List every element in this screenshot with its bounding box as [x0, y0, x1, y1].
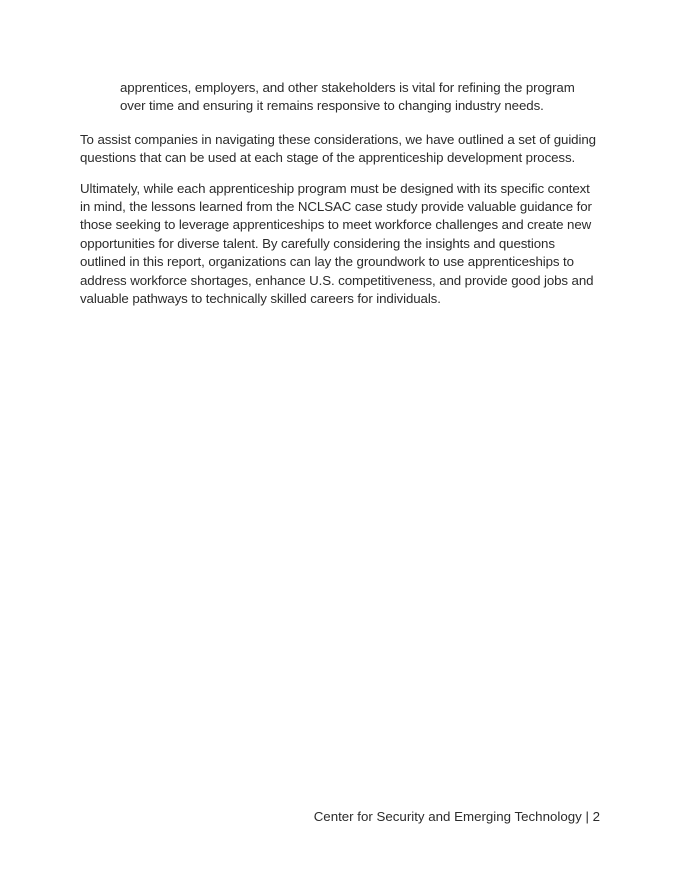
- conclusion-paragraph: Ultimately, while each apprenticeship program must be designed with its specific context in mind, the lessons learned from the NCLSAC case study provide valuable guidance for those seeking to leverage apprenticeships to meet workforce challenges and create new opportunities for diverse talent. By carefully considering the insights and questions outlined in this report, organizations can lay the groundwork to use apprenticeships to address workforce shortages, enhance U.S. competitiveness, and provide good jobs and valuable pathways to technically skilled careers for individuals.: [80, 180, 594, 307]
- guiding-questions-paragraph: To assist companies in navigating these considerations, we have outlined a set of guiding questions that can be used at each stage of the apprenticeship development process.: [80, 131, 596, 166]
- body-text: [80, 79, 600, 320]
- list-item-continuation-paragraph: apprentices, employers, and other stakeholders is vital for refining the program over time and ensuring it remains responsive to changing industry needs.: [120, 80, 575, 114]
- page-footer: Center for Security and Emerging Technology | 2: [313, 809, 600, 824]
